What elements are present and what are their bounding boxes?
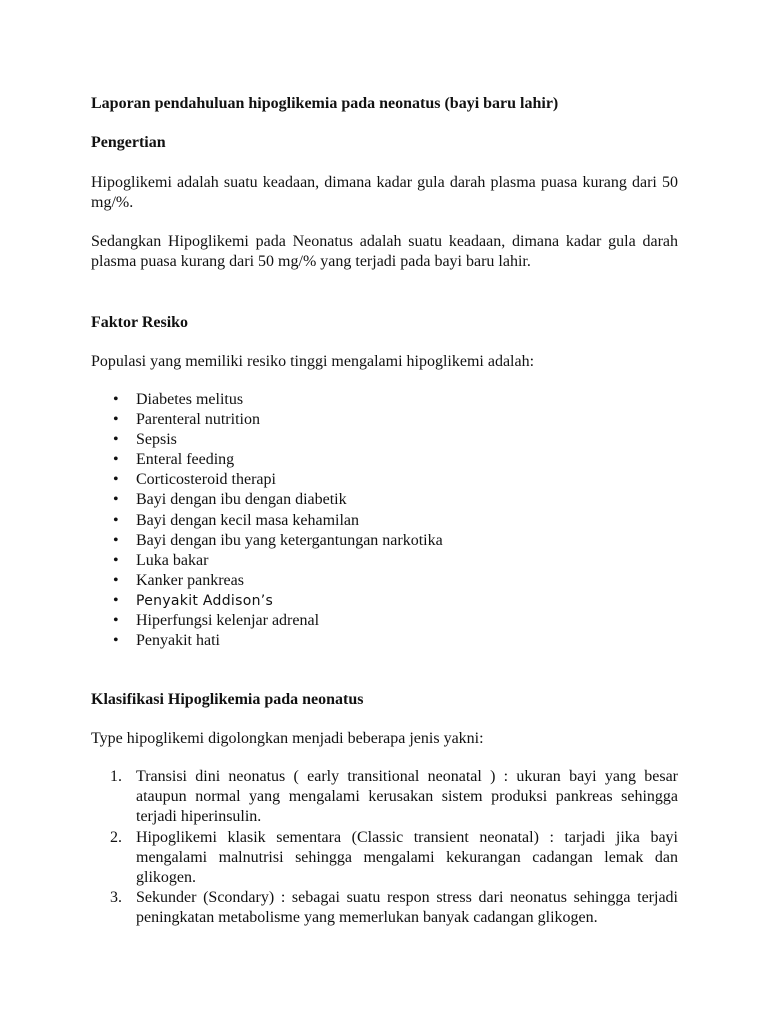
bullet-icon: • bbox=[113, 591, 119, 609]
bullet-icon: • bbox=[113, 632, 119, 650]
bullet-icon: • bbox=[113, 612, 119, 630]
list-item: • Enteral feeding bbox=[113, 451, 235, 469]
bullet-icon: • bbox=[113, 511, 119, 529]
list-item: 3. Sekunder (Scondary) : sebagai suatu respon stress dari neonatus sehingga terjadi peningkatan metabolisme yang memerlukan banyak cadangan glikogen. bbox=[110, 889, 678, 927]
classification-intro: Type hipoglikemi digolongkan menjadi beberapa jenis yakni: bbox=[91, 730, 484, 747]
list-item: • Bayi dengan kecil masa kehamilan bbox=[113, 511, 360, 529]
list-item: • Luka bakar bbox=[113, 551, 209, 569]
list-item: • Bayi dengan ibu yang ketergantungan narkotika bbox=[113, 531, 443, 549]
risk-intro: Populasi yang memiliki resiko tinggi mengalami hipoglikemi adalah: bbox=[91, 353, 535, 370]
paragraph-neonatal-definition: Sedangkan Hipoglikemi pada Neonatus adalah suatu keadaan, dimana kadar gula darah plasma puasa kurang dari 50 mg/% yang terjadi pada bayi baru lahir. bbox=[91, 233, 678, 270]
bullet-icon: • bbox=[113, 491, 119, 509]
bullet-icon: • bbox=[113, 431, 119, 449]
list-item: • Sepsis bbox=[113, 431, 177, 449]
heading-faktor-resiko: Faktor Resiko bbox=[91, 314, 189, 331]
bullet-icon: • bbox=[113, 391, 119, 408]
list-item: • Hiperfungsi kelenjar adrenal bbox=[113, 612, 320, 630]
classification-list bbox=[91, 767, 678, 929]
list-item: • Parenteral nutrition bbox=[113, 411, 260, 429]
paragraph-definition: Hipoglikemi adalah suatu keadaan, dimana kadar gula darah plasma puasa kurang dari 50 mg/%. bbox=[91, 174, 678, 211]
risk-factor-list bbox=[91, 390, 443, 651]
heading-klasifikasi: Klasifikasi Hipoglikemia pada neonatus bbox=[91, 691, 364, 708]
document-title: Laporan pendahuluan hipoglikemia pada neonatus (bayi baru lahir) bbox=[91, 95, 559, 112]
bullet-icon: • bbox=[113, 531, 119, 549]
list-item: 1. Transisi dini neonatus ( early transitional neonatal ) : ukuran bayi yang besar ataupun normal yang mengalami kerusakan sistem produksi pankreas sehingga terjadi hiperinsulin. bbox=[110, 768, 678, 826]
bullet-icon: • bbox=[113, 551, 119, 569]
bullet-icon: • bbox=[113, 471, 119, 489]
list-item: • Bayi dengan ibu dengan diabetik bbox=[113, 491, 347, 509]
list-item: • Kanker pankreas bbox=[113, 571, 244, 589]
list-item: • Corticosteroid therapi bbox=[113, 471, 276, 489]
list-item: 2. Hipoglikemi klasik sementara (Classic transient neonatal) : tarjadi jika bayi mengalami malnutrisi sehingga mengalami kekurangan cadangan lemak dan glikogen. bbox=[110, 828, 678, 887]
list-item: • Diabetes melitus bbox=[113, 391, 244, 408]
bullet-icon: • bbox=[113, 451, 119, 469]
list-item: • Penyakit hati bbox=[113, 632, 220, 650]
heading-pengertian: Pengertian bbox=[91, 134, 166, 151]
bullet-icon: • bbox=[113, 411, 119, 429]
bullet-icon: • bbox=[113, 571, 119, 589]
list-item: • Penyakit Addison’s bbox=[113, 591, 274, 609]
